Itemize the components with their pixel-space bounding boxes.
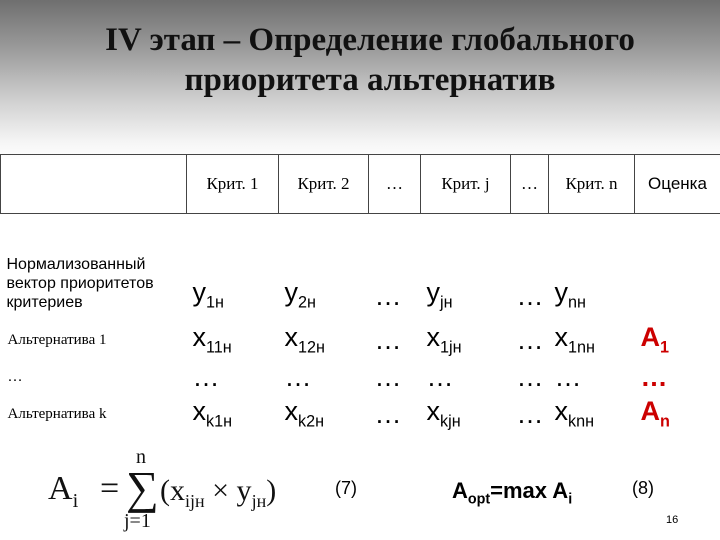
formula-body: $(x_{ijн} \times y_{jн})$: [160, 474, 277, 511]
cell-ellipsis: …: [374, 281, 402, 311]
cell-xk2: $x_{k2н}$: [284, 396, 325, 431]
table-row-alt-1: [1, 320, 720, 360]
title-line-2: приоритета альтернатив: [184, 62, 556, 98]
formula-7-number: (7): [335, 478, 357, 498]
cell-ellipsis-2: …: [516, 281, 544, 311]
cell-xkj: $x_{kjн}$: [426, 396, 461, 431]
cell-dots-3: …: [374, 361, 402, 392]
formula-lhs: $A_i$: [48, 470, 79, 512]
slide-title: [60, 20, 680, 100]
header-score: Оценка: [635, 155, 720, 214]
header-crit-j: Крит. j: [421, 155, 511, 214]
header-corner: [1, 155, 187, 214]
cell-x1j: $x_{1jн}$: [426, 322, 462, 357]
cell-ellipsis-2: …: [516, 398, 544, 429]
formula-optimal: $A_{opt}=\max$ $A_i$: [452, 478, 573, 508]
row-label-normalized: Нормализованный вектор приоритетов критериев: [6, 256, 154, 311]
cell-xkn: $x_{knн}$: [554, 396, 595, 431]
formula-8-number: (8): [632, 478, 654, 498]
header-row: [1, 155, 720, 214]
table-row-alt-k: [1, 394, 720, 434]
cell-score-empty: [635, 214, 720, 321]
cell-ellipsis-2: …: [516, 324, 544, 355]
cell-dots-j: …: [426, 361, 454, 392]
cell-dots-1: …: [192, 361, 220, 392]
title-line-1: IV этап – Определение глобального: [105, 22, 635, 58]
cell-score-a1: $A_1$: [640, 322, 670, 357]
sum-upper-limit: n: [136, 446, 146, 468]
sum-lower-limit: j=1: [124, 510, 151, 532]
cell-ellipsis: …: [374, 324, 402, 355]
cell-y1: $у_{1н}$: [192, 276, 224, 311]
cell-score-an: $A_n$: [640, 396, 670, 431]
table-row-normalized: [1, 214, 720, 321]
priority-table: [0, 154, 720, 434]
header-ellipsis-1: …: [369, 155, 421, 214]
row-label-alt-1: Альтернатива 1: [7, 331, 107, 348]
cell-dots-4: …: [516, 361, 544, 392]
formula-equals: =: [100, 470, 120, 507]
sigma-icon: ∑: [126, 462, 159, 513]
cell-x11: $x_{11н}$: [192, 322, 232, 357]
header-crit-2: Крит. 2: [279, 155, 369, 214]
cell-xk1: $x_{k1н}$: [192, 396, 233, 431]
page-number: 16: [666, 514, 679, 526]
cell-yn: $у_{nн}$: [554, 276, 586, 311]
header-ellipsis-2: …: [511, 155, 549, 214]
header-crit-1: Крит. 1: [187, 155, 279, 214]
cell-dots-score: …: [640, 361, 668, 392]
cell-yj: $у_{jн}$: [426, 276, 453, 311]
cell-dots-n: …: [554, 361, 582, 392]
table-row-ellipsis: [1, 360, 720, 394]
cell-dots-2: …: [284, 361, 312, 392]
header-crit-n: Крит. n: [549, 155, 635, 214]
cell-y2: $у_{2н}$: [284, 276, 316, 311]
cell-x1n: $x_{1nн}$: [554, 322, 595, 357]
cell-x12: $x_{12н}$: [284, 322, 325, 357]
row-label-alt-k: Альтернатива k: [7, 405, 107, 422]
cell-ellipsis: …: [374, 398, 402, 429]
row-label-ellipsis: …: [7, 368, 23, 385]
